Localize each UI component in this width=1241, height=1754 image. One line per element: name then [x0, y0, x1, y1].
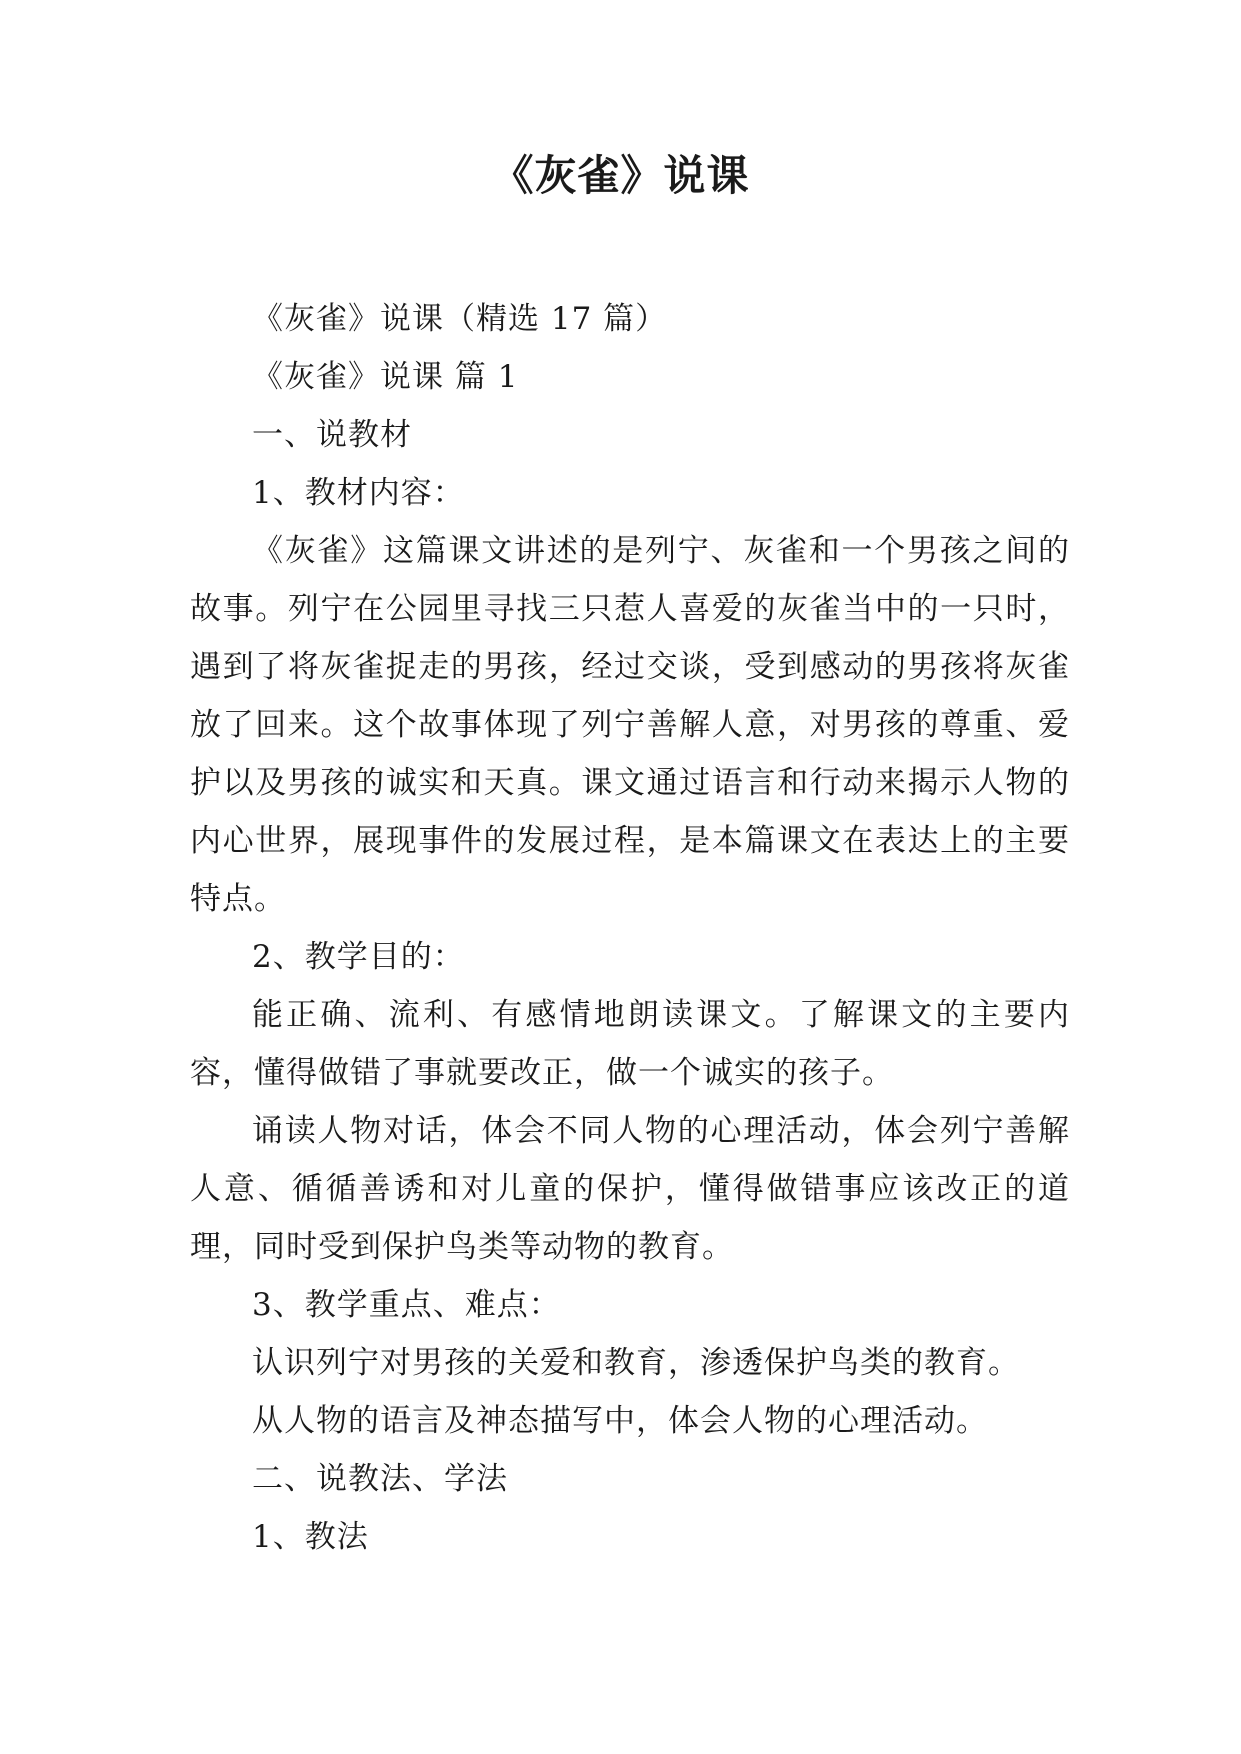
section-heading: 二、说教法、学法 [252, 1461, 508, 1497]
paragraph: 《灰雀》这篇课文讲述的是列宁、灰雀和一个男孩之间的故事。列宁在公园里寻找三只惹人喜爱的灰雀当中的一只时，遇到了将灰雀捉走的男孩，经过交谈，受到感动的男孩将灰雀放了回来。这个故事体现了列宁善解人意，对男孩的尊重、爱护以及男孩的诚实和天真。课文通过语言和行动来揭示人物的内心世界，展现事件的发展过程，是本篇课文在表达上的主要特点。 [190, 533, 1070, 917]
paragraph: 《灰雀》说课（精选 17 篇） [252, 301, 668, 337]
subsection-heading: 3、教学重点、难点： [252, 1287, 561, 1323]
document-title: 《灰雀》说课 [491, 151, 750, 200]
paragraph: 从人物的语言及神态描写中，体会人物的心理活动。 [252, 1403, 988, 1439]
section-heading: 一、说教材 [252, 417, 412, 453]
paragraph: 能正确、流利、有感情地朗读课文。了解课文的主要内容，懂得做错了事就要改正，做一个诚实的孩子。 [190, 997, 1070, 1091]
paragraph: 《灰雀》说课 篇 1 [252, 359, 519, 395]
paragraph: 诵读人物对话，体会不同人物的心理活动，体会列宁善解人意、循循善诱和对儿童的保护，懂得做错事应该改正的道理，同时受到保护鸟类等动物的教育。 [190, 1113, 1070, 1265]
subsection-heading: 1、教材内容： [252, 475, 465, 511]
subsection-heading: 2、教学目的： [252, 939, 465, 975]
subsection-heading: 1、教法 [252, 1519, 369, 1555]
document-body [190, 290, 1070, 1566]
paragraph: 认识列宁对男孩的关爱和教育，渗透保护鸟类的教育。 [252, 1345, 1020, 1381]
